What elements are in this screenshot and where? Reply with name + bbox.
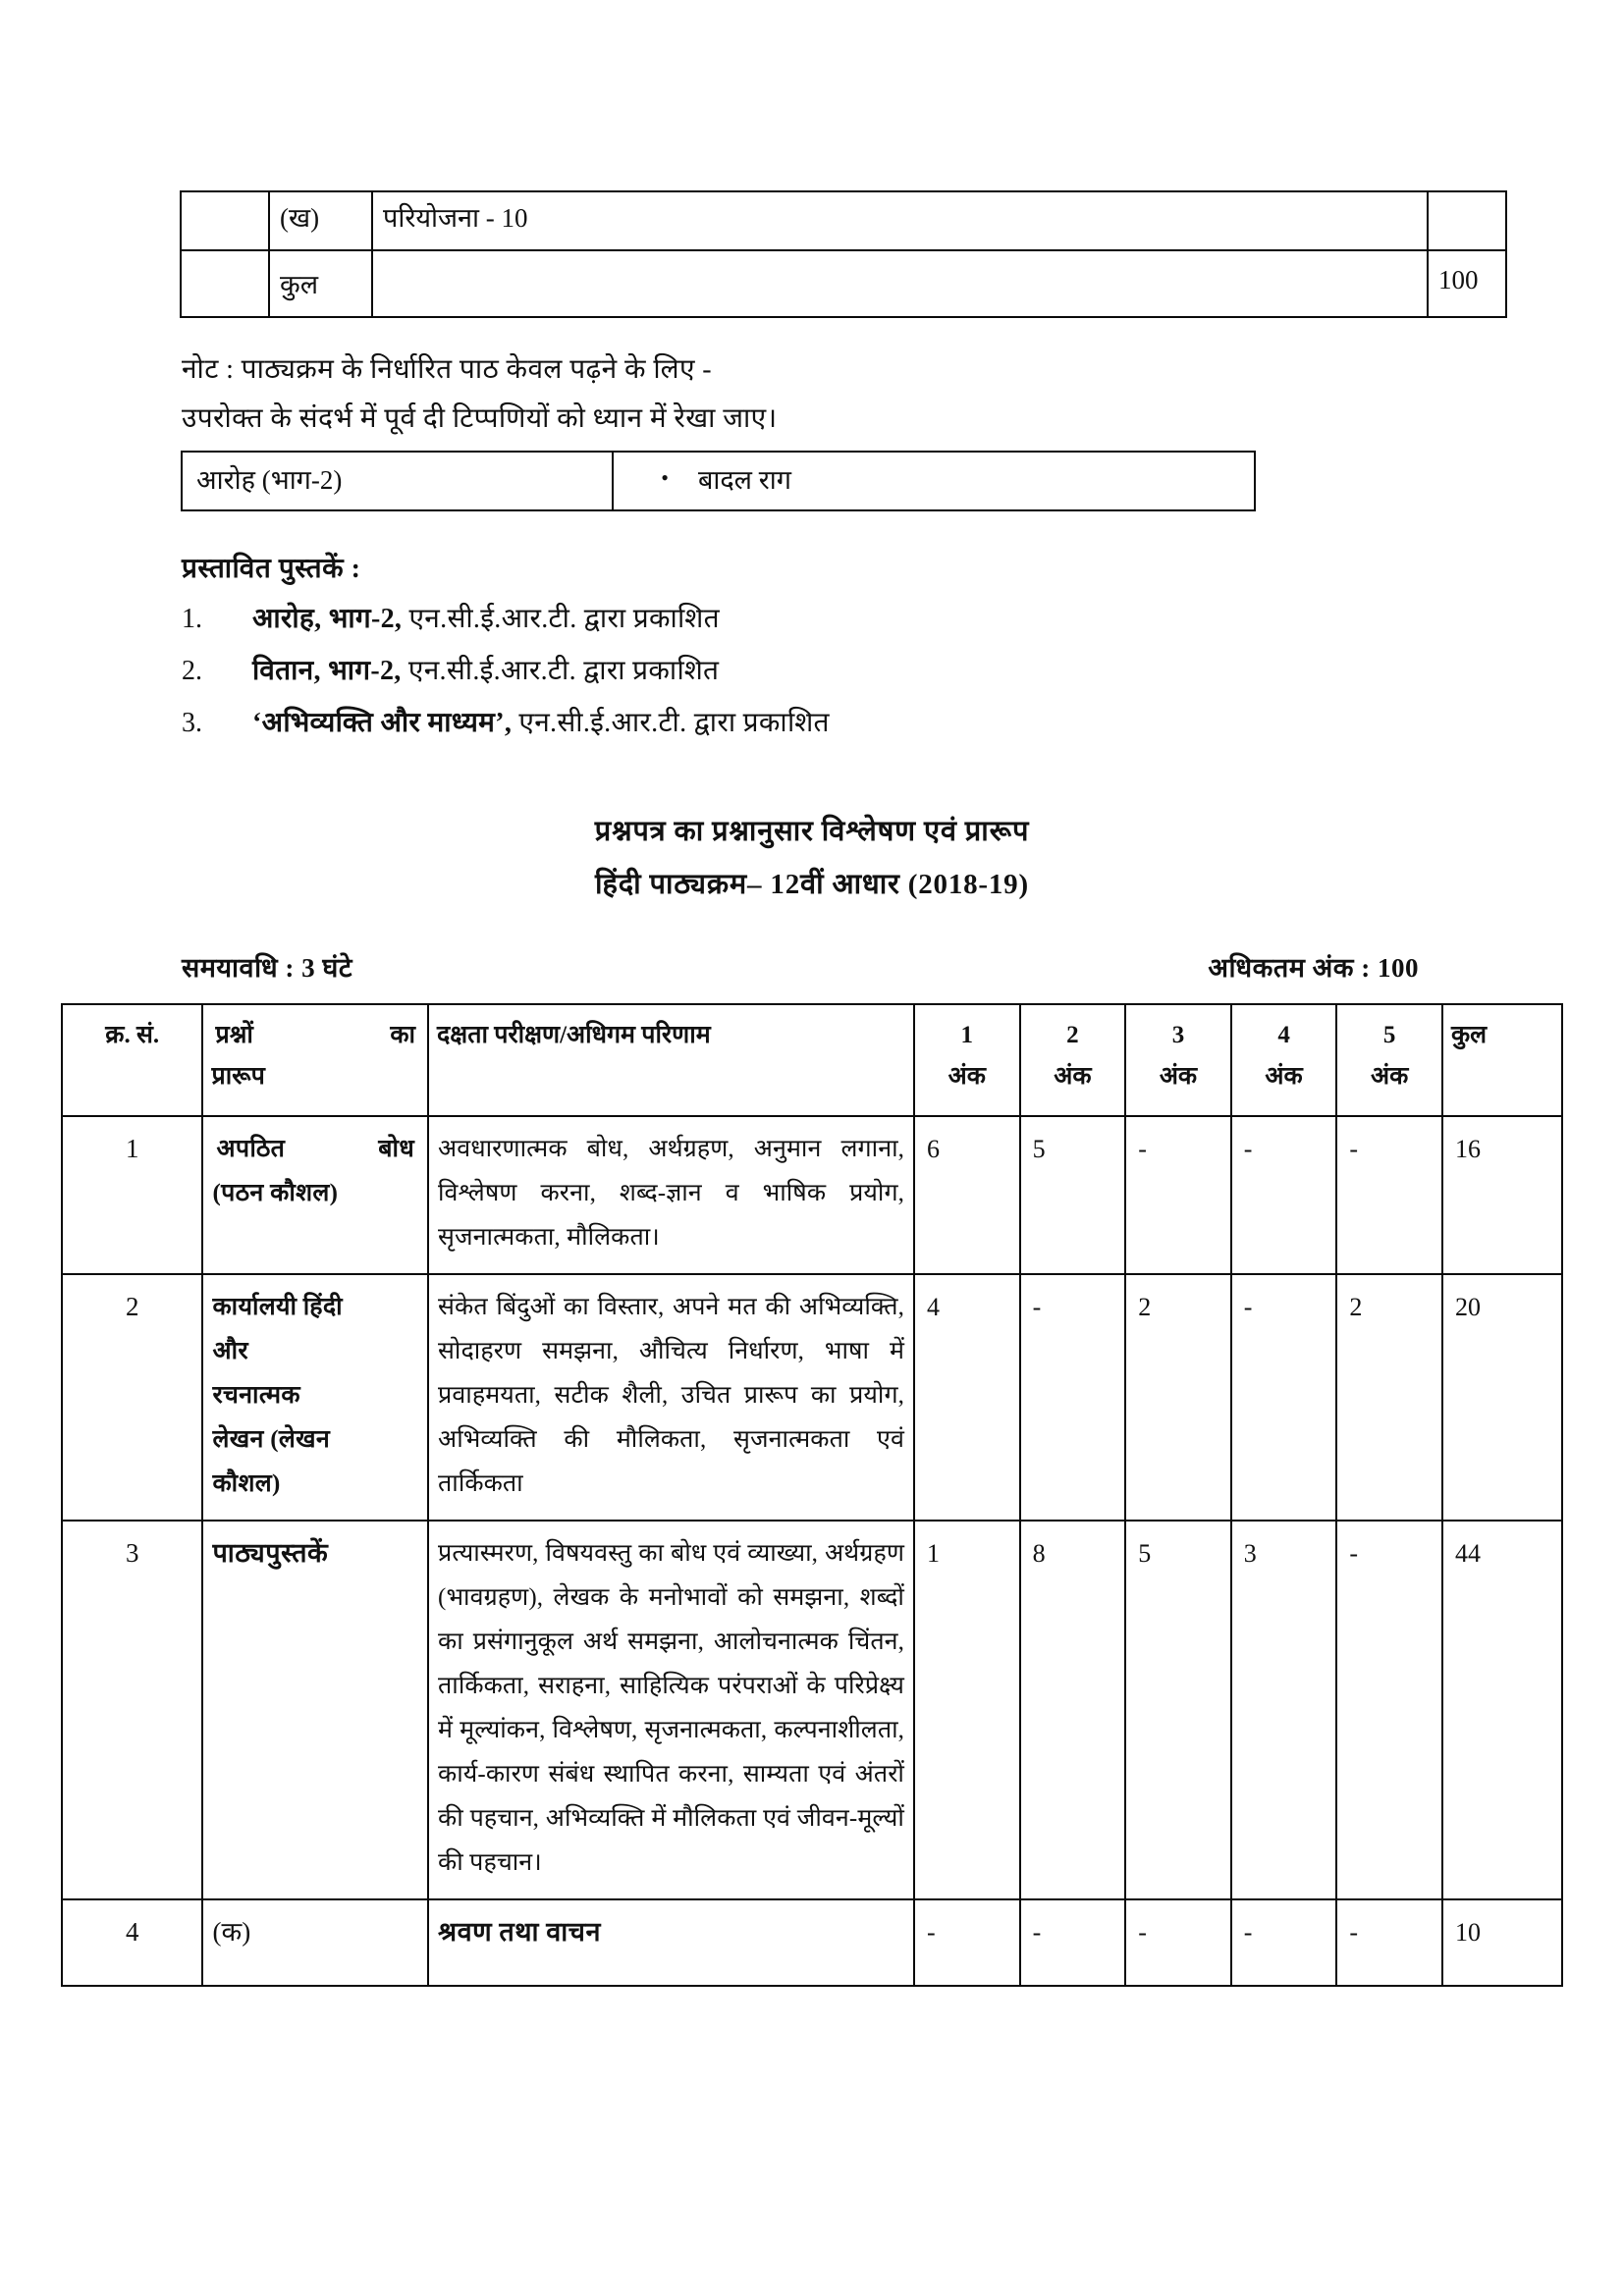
row-marks-5: - (1336, 1521, 1442, 1899)
row-competency: संकेत बिंदुओं का विस्तार, अपने मत की अभिव्यक्ति, सोदाहरण समझना, औचित्य निर्धारण, भाषा में प्रवाहमयता, सटीक शैली, उचित प्रारूप का प्रयोग, अभिव्यक्ति की मौलिकता, सृजनात्मकता एवं तार्किकता (428, 1274, 914, 1521)
book-title: वितान, भाग-2, (252, 656, 402, 686)
book-publisher: एन.सी.ई.आर.टी. द्वारा प्रकाशित (401, 656, 720, 686)
header-marks-1 (914, 1004, 1020, 1116)
book-publisher: एन.सी.ई.आर.टी. द्वारा प्रकाशित (402, 604, 720, 634)
format-line-2: और (212, 1338, 248, 1364)
question-analysis-table (61, 1003, 1563, 1987)
row-serial: 2 (62, 1274, 202, 1521)
header-serial: क्र. सं. (62, 1004, 202, 1116)
sub-label-cell: (ख) (269, 191, 372, 250)
chapter-label: बादल राग (697, 465, 791, 495)
row-total: 44 (1442, 1521, 1562, 1899)
description-cell (372, 250, 1428, 317)
row-serial: 1 (62, 1116, 202, 1274)
row-marks-5: 2 (1336, 1274, 1442, 1521)
row-question-format (202, 1274, 428, 1521)
row-question-format: पाठ्यपुस्तकें (202, 1521, 428, 1899)
exam-meta-row (182, 948, 1429, 985)
row-total: 10 (1442, 1899, 1562, 1986)
table-row (181, 191, 1506, 250)
row-marks-4: - (1231, 1899, 1337, 1986)
duration-label: समयावधि : 3 घंटे (182, 953, 352, 983)
book-title: आरोह, भाग-2, (252, 604, 403, 634)
header-marks-4 (1231, 1004, 1337, 1116)
row-serial: 3 (62, 1521, 202, 1899)
row-competency: अवधारणात्मक बोध, अर्थग्रहण, अनुमान लगाना, विश्लेषण करना, शब्द-ज्ञान व भाषिक प्रयोग, सृजनात्मकता, मौलिकता। (428, 1116, 914, 1274)
marks-cell (1428, 191, 1506, 250)
header-format-line-2: प्रारूप (211, 1063, 265, 1090)
table-row (182, 452, 1255, 510)
table-header-row (62, 1004, 1562, 1116)
row-total: 16 (1442, 1116, 1562, 1274)
book-name-cell: आरोह (भाग-2) (182, 452, 613, 510)
row-marks-3: - (1125, 1116, 1231, 1274)
header-marks-2 (1020, 1004, 1126, 1116)
row-marks-3: - (1125, 1899, 1231, 1986)
aaroh-reading-table (181, 451, 1256, 511)
row-marks-2: 5 (1020, 1116, 1126, 1274)
row-marks-4: - (1231, 1116, 1337, 1274)
table-row (62, 1521, 1562, 1899)
header-marks-3-number: 3 (1171, 1022, 1185, 1048)
row-marks-5: - (1336, 1116, 1442, 1274)
list-item-text (252, 652, 719, 691)
serial-cell (181, 250, 269, 317)
chapter-cell (613, 452, 1255, 510)
note-block (182, 346, 1458, 444)
format-line-3: रचनात्मक (212, 1382, 300, 1409)
format-line-4: लेखन (लेखन (212, 1426, 330, 1453)
header-marks-1-unit: अंक (947, 1063, 986, 1090)
marks-summary-table (180, 190, 1507, 318)
book-publisher: एन.सी.ई.आर.टी. द्वारा प्रकाशित (512, 708, 830, 738)
bullet-icon: • (661, 465, 669, 490)
row-marks-1: 6 (914, 1116, 1020, 1274)
table-row (62, 1274, 1562, 1521)
header-total: कुल (1442, 1004, 1562, 1116)
table-row (62, 1116, 1562, 1274)
row-marks-1: 4 (914, 1274, 1020, 1521)
format-line-5: कौशल) (212, 1470, 281, 1497)
header-marks-3 (1125, 1004, 1231, 1116)
proposed-books-title: प्रस्तावित पुस्तकें : (182, 554, 361, 584)
row-marks-3: 2 (1125, 1274, 1231, 1521)
format-line-2: (पठन कौशल) (212, 1180, 339, 1206)
row-serial: 4 (62, 1899, 202, 1986)
list-item-number: 2. (182, 656, 202, 686)
header-competency: दक्षता परीक्षण/अधिगम परिणाम (428, 1004, 914, 1116)
header-question-format (202, 1004, 428, 1116)
header-marks-5-number: 5 (1382, 1022, 1396, 1048)
table-row (181, 250, 1506, 317)
row-marks-2: 8 (1020, 1521, 1126, 1899)
row-marks-4: 3 (1231, 1521, 1337, 1899)
list-item-text (252, 600, 720, 639)
format-line-1: अपठित बोध (216, 1136, 415, 1162)
row-marks-5: - (1336, 1899, 1442, 1986)
row-marks-1: - (914, 1899, 1020, 1986)
header-marks-1-number: 1 (960, 1022, 974, 1048)
book-title: ‘अभिव्यक्ति और माध्यम’, (252, 708, 513, 738)
row-marks-2: - (1020, 1274, 1126, 1521)
list-item (182, 600, 1458, 639)
header-marks-4-number: 4 (1277, 1022, 1290, 1048)
row-competency: प्रत्यास्मरण, विषयवस्तु का बोध एवं व्याख्या, अर्थग्रहण (भावग्रहण), लेखक के मनोभावों को समझना, शब्दों का प्रसंगानुकूल अर्थ समझना, आलोचनात्मक चिंतन, तार्किकता, सराहना, साहित्यिक परंपराओं के परिप्रेक्ष्य में मूल्यांकन, विश्लेषण, सृजनात्मकता, कल्पनाशीलता, कार्य-कारण संबंध स्थापित करना, साम्यता एवं अंतरों की पहचान, अभिव्यक्ति में मौलिकता एवं जीवन-मूल्यों की पहचान। (428, 1521, 914, 1899)
proposed-books-block (182, 549, 1458, 756)
list-item-text (252, 704, 830, 743)
row-marks-3: 5 (1125, 1521, 1231, 1899)
serial-cell (181, 191, 269, 250)
row-competency: श्रवण तथा वाचन (428, 1899, 914, 1986)
list-item (182, 704, 1458, 743)
header-marks-3-unit: अंक (1159, 1063, 1198, 1090)
row-marks-4: - (1231, 1274, 1337, 1521)
list-item-number: 3. (182, 708, 202, 738)
max-marks-label: अधिकतम अंक : 100 (1208, 953, 1419, 983)
table-row (62, 1899, 1562, 1986)
total-marks-cell: 100 (1428, 250, 1506, 317)
note-line-1: नोट : पाठ्यक्रम के निर्धारित पाठ केवल पढ़ने के लिए - (182, 354, 712, 385)
header-format-line-1: प्रश्नों का (215, 1022, 416, 1048)
note-line-2: उपरोक्त के संदर्भ में पूर्व दी टिप्पणियों को ध्यान में रेखा जाए। (182, 403, 778, 434)
page-subtitle: हिंदी पाठ्यक्रम– 12वीं आधार (2018-19) (595, 869, 1029, 900)
list-item (182, 652, 1458, 691)
row-total: 20 (1442, 1274, 1562, 1521)
list-item-number: 1. (182, 604, 202, 634)
page-title: प्रश्नपत्र का प्रश्नानुसार विश्लेषण एवं प्रारूप (594, 816, 1030, 847)
description-cell: परियोजना - 10 (372, 191, 1428, 250)
row-question-format: (क) (202, 1899, 428, 1986)
format-line-1: कार्यालयी हिंदी (212, 1294, 343, 1320)
header-marks-2-number: 2 (1066, 1022, 1079, 1048)
header-marks-5 (1336, 1004, 1442, 1116)
header-marks-4-unit: अंक (1265, 1063, 1303, 1090)
row-question-format (202, 1116, 428, 1274)
row-marks-2: - (1020, 1899, 1126, 1986)
header-marks-2-unit: अंक (1054, 1063, 1092, 1090)
header-marks-5-unit: अंक (1371, 1063, 1409, 1090)
total-label-cell: कुल (269, 250, 372, 317)
row-marks-1: 1 (914, 1521, 1020, 1899)
